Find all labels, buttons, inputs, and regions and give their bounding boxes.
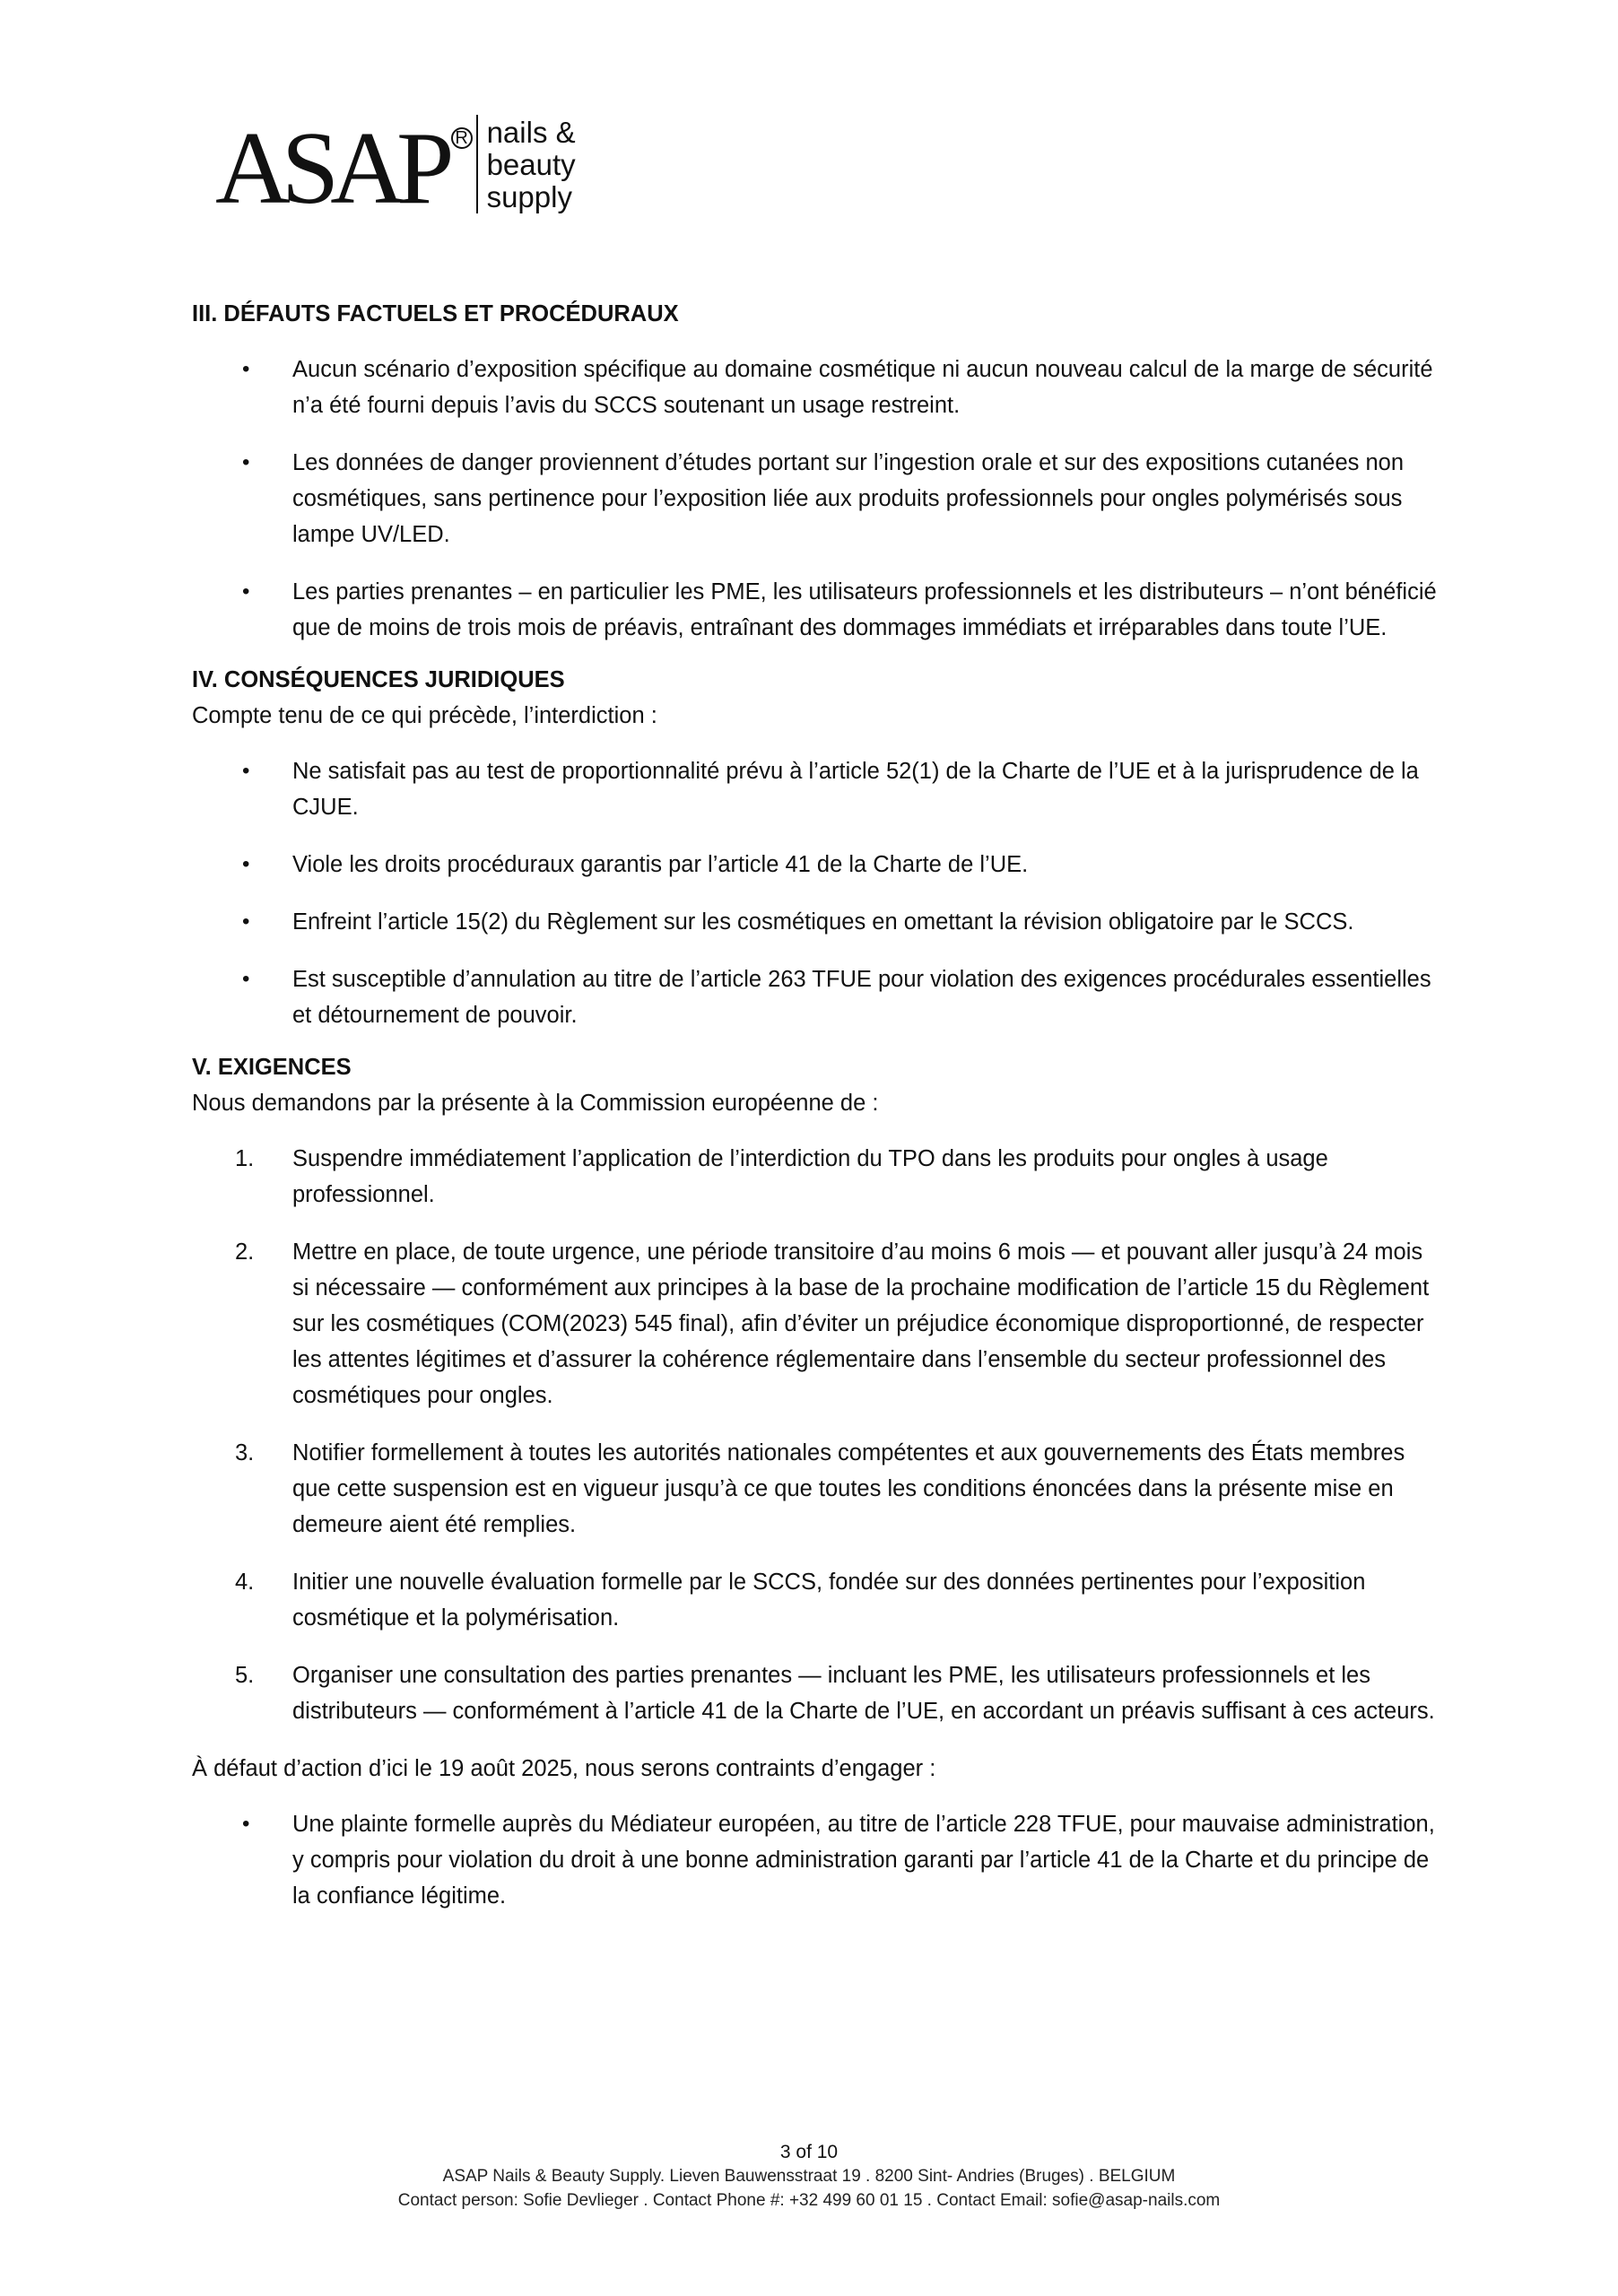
section-intro: Nous demandons par la présente à la Commission européenne de : <box>192 1091 879 1116</box>
list-item <box>192 753 1439 825</box>
logo-mark <box>215 111 446 226</box>
list-item <box>192 352 1439 423</box>
closing-paragraph: À défaut d’action d’ici le 19 août 2025, nous serons contraints d’engager : <box>192 1756 936 1781</box>
logo-tagline <box>487 117 576 213</box>
list-item <box>192 1141 1439 1213</box>
list-item-text: Suspendre immédiatement l’application de l’interdiction du TPO dans les produits pour ongles à usage professionnel. <box>292 1146 1328 1207</box>
bullet-icon: • <box>242 759 250 783</box>
document-body <box>192 296 1439 1914</box>
list-item-text: Ne satisfait pas au test de proportionnalité prévu à l’article 52(1) de la Charte de l’UE et à la jurisprudence de la CJUE. <box>292 759 1419 820</box>
list-item <box>192 1435 1439 1543</box>
numbered-list <box>192 1141 1439 1729</box>
list-item-text: Les données de danger proviennent d’études portant sur l’ingestion orale et sur des expositions cutanées non cosmétiques, sans pertinence pour l’exposition liée aux produits professionnels pour ongles polymérisés sous lampe UV/LED. <box>292 450 1405 547</box>
list-item-text: Enfreint l’article 15(2) du Règlement sur les cosmétiques en omettant la révision obligatoire par le SCCS. <box>292 909 1354 935</box>
list-item-text: Organiser une consultation des parties prenantes — incluant les PME, les utilisateurs professionnels et les distributeurs — conformément à l’article 41 de la Charte de l’UE, en accordant un préavis suffisant à ces acteurs. <box>292 1663 1435 1724</box>
bullet-icon: • <box>242 1812 250 1836</box>
section-heading: IV. CONSÉQUENCES JURIDIQUES <box>192 667 565 692</box>
bullet-icon: • <box>242 579 250 604</box>
list-item <box>192 1234 1439 1413</box>
list-item-text: Viole les droits procéduraux garantis par l’article 41 de la Charte de l’UE. <box>292 852 1029 877</box>
list-number: 2. <box>235 1239 255 1265</box>
footer-address: ASAP Nails & Beauty Supply. Lieven Bauwensstraat 19 . 8200 Sint- Andries (Bruges) . BELGIUM <box>442 2167 1176 2186</box>
list-item <box>192 847 1439 883</box>
list-item-text: Aucun scénario d’exposition spécifique au domaine cosmétique ni aucun nouveau calcul de la marge de sécurité n’a été fourni depuis l’avis du SCCS soutenant un usage restreint. <box>292 357 1433 418</box>
list-item-text: Initier une nouvelle évaluation formelle par le SCCS, fondée sur des données pertinentes pour l’exposition cosmétique et la polymérisation. <box>292 1570 1366 1631</box>
footer-contact: Contact person: Sofie Devlieger . Contact Phone #: +32 499 60 01 15 . Contact Email: sofie@asap-nails.com <box>397 2191 1221 2210</box>
company-logo <box>215 111 576 226</box>
list-number: 5. <box>235 1663 255 1688</box>
list-item <box>192 1657 1439 1729</box>
logo-line: supply <box>486 180 572 213</box>
logo-line: nails & <box>486 116 576 149</box>
list-item <box>192 574 1439 646</box>
list-item-text: Est susceptible d’annulation au titre de l’article 263 TFUE pour violation des exigences procédurales essentielles et détournement de pouvoir. <box>292 967 1431 1028</box>
list-item-text: Notifier formellement à toutes les autorités nationales compétentes et aux gouvernements des États membres que cette suspension est en vigueur jusqu’à ce que toutes les conditions énoncées dans la présente mise en demeure aient été remplies. <box>292 1440 1405 1537</box>
list-item <box>192 1564 1439 1636</box>
list-item-text: Une plainte formelle auprès du Médiateur européen, au titre de l’article 228 TFUE, pour mauvaise administration, y compris pour violation du droit à une bonne administration garanti par l’article 41 de la Charte et du principe de la confiance légitime. <box>292 1812 1435 1909</box>
logo-line: beauty <box>486 148 576 181</box>
list-number: 1. <box>235 1146 255 1171</box>
list-item-text: Les parties prenantes – en particulier les PME, les utilisateurs professionnels et les distributeurs – n’ont bénéficié que de moins de trois mois de préavis, entraînant des dommages immédiats et irréparables dans toute l’UE. <box>292 579 1437 640</box>
section-heading: III. DÉFAUTS FACTUELS ET PROCÉDURAUX <box>192 301 679 326</box>
list-item-text: Mettre en place, de toute urgence, une période transitoire d’au moins 6 mois — et pouvant aller jusqu’à 24 mois si nécessaire — conformément aux principes à la base de la prochaine modification de l’article 15 du Règlement sur les cosmétiques (COM(2023) 545 final), afin d’éviter un préjudice économique disproportionné, de respecter les attentes légitimes et d’assurer la cohérence réglementaire dans l’ensemble du secteur professionnel des cosmétiques pour ongles. <box>292 1239 1430 1408</box>
section-heading: V. EXIGENCES <box>192 1055 352 1080</box>
bullet-icon: • <box>242 357 250 381</box>
bullet-list <box>192 1806 1439 1914</box>
section-intro: Compte tenu de ce qui précède, l’interdiction : <box>192 703 657 728</box>
list-item <box>192 904 1439 940</box>
bullet-icon: • <box>242 909 250 934</box>
bullet-icon: • <box>242 967 250 991</box>
logo-divider <box>476 115 478 213</box>
bullet-list <box>192 753 1439 1033</box>
bullet-list <box>192 352 1439 646</box>
list-number: 3. <box>235 1440 255 1465</box>
page-footer <box>0 2140 1618 2213</box>
bullet-icon: • <box>242 450 250 474</box>
list-item <box>192 445 1439 552</box>
list-number: 4. <box>235 1570 255 1595</box>
list-item <box>192 961 1439 1033</box>
list-item <box>192 1806 1439 1914</box>
page-number: 3 of 10 <box>779 2142 839 2162</box>
registered-trademark-icon: R <box>451 127 473 149</box>
logo-mark-text: ASAP <box>215 111 446 226</box>
bullet-icon: • <box>242 852 250 876</box>
